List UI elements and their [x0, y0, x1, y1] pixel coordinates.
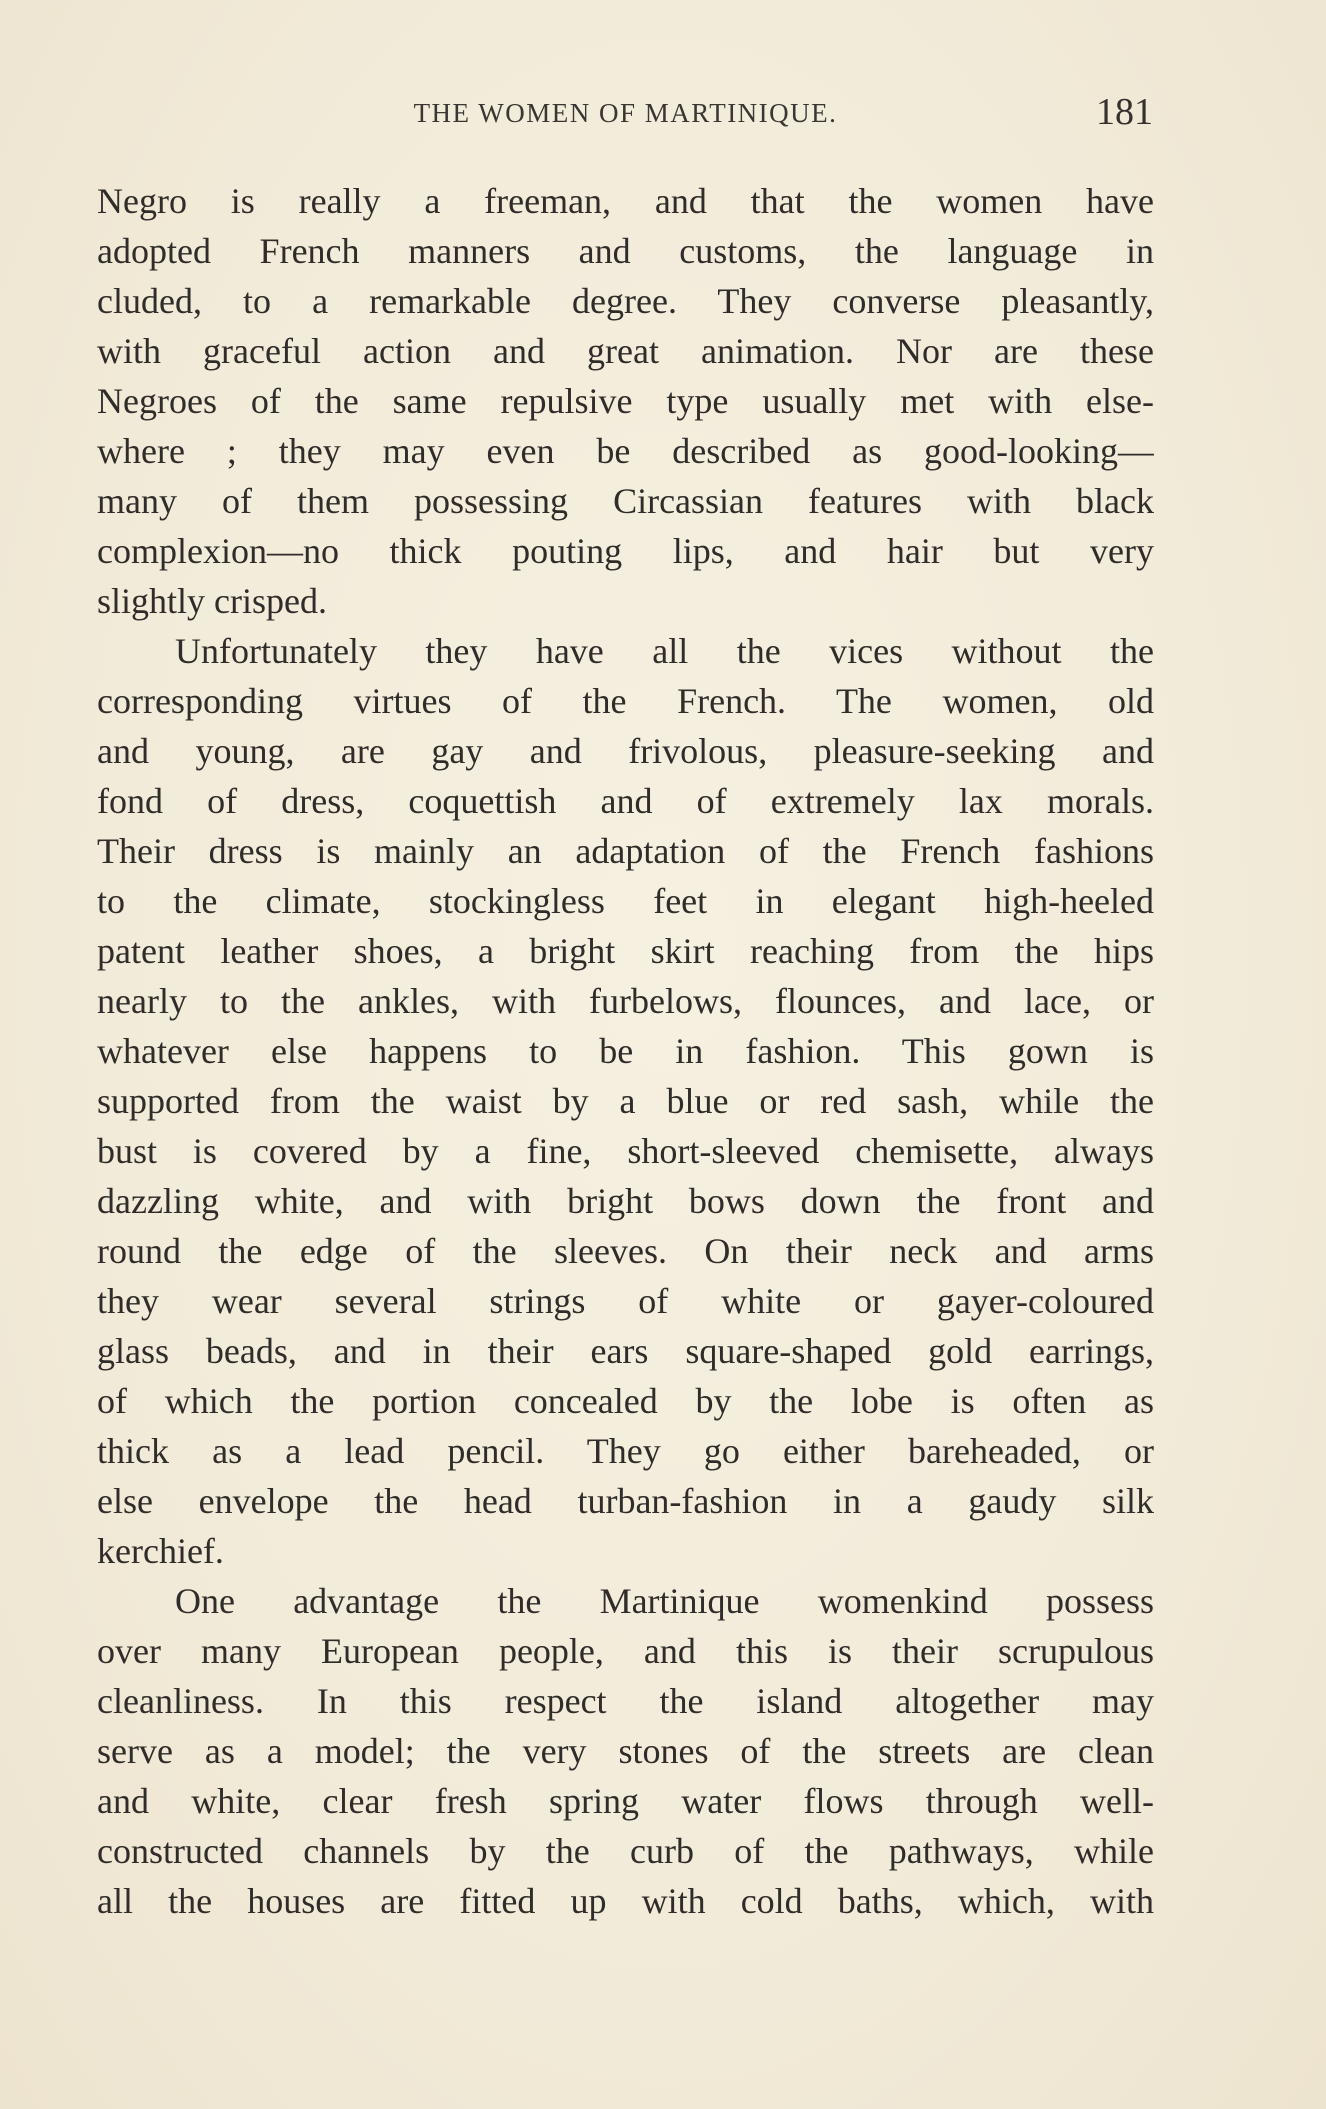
running-head	[98, 88, 1153, 138]
text-line: nearly to the ankles, with furbelows, flounces, and lace, or	[97, 981, 1154, 1021]
text-line: supported from the waist by a blue or red sash, while the	[97, 1081, 1154, 1121]
page-number: 181	[1096, 91, 1153, 133]
text-line: thick as a lead pencil. They go either bareheaded, or	[97, 1431, 1154, 1471]
text-line: bust is covered by a fine, short-sleeved chemisette, always	[97, 1131, 1154, 1171]
body-text	[97, 176, 1154, 1926]
text-line: constructed channels by the curb of the pathways, while	[97, 1831, 1154, 1871]
text-line: Unfortunately they have all the vices without the	[175, 631, 1154, 671]
text-line: complexion—no thick pouting lips, and hair but very	[97, 531, 1154, 571]
paragraph	[97, 1576, 1154, 1926]
text-line: with graceful action and great animation. Nor are these	[97, 331, 1154, 371]
text-line: all the houses are fitted up with cold baths, which, with	[97, 1881, 1154, 1921]
text-line: whatever else happens to be in fashion. This gown is	[97, 1031, 1154, 1071]
text-line: they wear several strings of white or gayer-coloured	[97, 1281, 1154, 1321]
text-line: slightly crisped.	[97, 581, 327, 621]
text-line: dazzling white, and with bright bows down the front and	[97, 1181, 1154, 1221]
paragraph	[97, 626, 1154, 1576]
text-line: else envelope the head turban-fashion in a gaudy silk	[97, 1481, 1154, 1521]
text-line: adopted French manners and customs, the language in	[97, 231, 1154, 271]
text-line: over many European people, and this is their scrupulous	[97, 1631, 1154, 1671]
text-line: where ; they may even be described as good-looking—	[97, 431, 1154, 471]
text-line: fond of dress, coquettish and of extremely lax morals.	[97, 781, 1154, 821]
text-line: Their dress is mainly an adaptation of the French fashions	[97, 831, 1154, 871]
text-line: Negro is really a freeman, and that the women have	[97, 181, 1154, 221]
text-line: patent leather shoes, a bright skirt reaching from the hips	[97, 931, 1154, 971]
text-line: of which the portion concealed by the lobe is often as	[97, 1381, 1154, 1421]
text-line: serve as a model; the very stones of the streets are clean	[97, 1731, 1154, 1771]
text-line: kerchief.	[97, 1531, 224, 1571]
text-line: to the climate, stockingless feet in elegant high-heeled	[97, 881, 1154, 921]
text-line: One advantage the Martinique womenkind possess	[175, 1581, 1154, 1621]
text-line: and white, clear fresh spring water flows through well-	[97, 1781, 1154, 1821]
text-line: many of them possessing Circassian features with black	[97, 481, 1154, 521]
text-line: Negroes of the same repulsive type usually met with else-	[97, 381, 1154, 421]
running-title: THE WOMEN OF MARTINIQUE.	[413, 98, 838, 128]
text-line: round the edge of the sleeves. On their neck and arms	[97, 1231, 1154, 1271]
text-line: and young, are gay and frivolous, pleasure-seeking and	[97, 731, 1154, 771]
paragraph	[97, 176, 1154, 626]
text-line: cluded, to a remarkable degree. They converse pleasantly,	[97, 281, 1154, 321]
text-line: glass beads, and in their ears square-shaped gold earrings,	[97, 1331, 1154, 1371]
text-line: cleanliness. In this respect the island altogether may	[97, 1681, 1154, 1721]
text-line: corresponding virtues of the French. The women, old	[97, 681, 1154, 721]
